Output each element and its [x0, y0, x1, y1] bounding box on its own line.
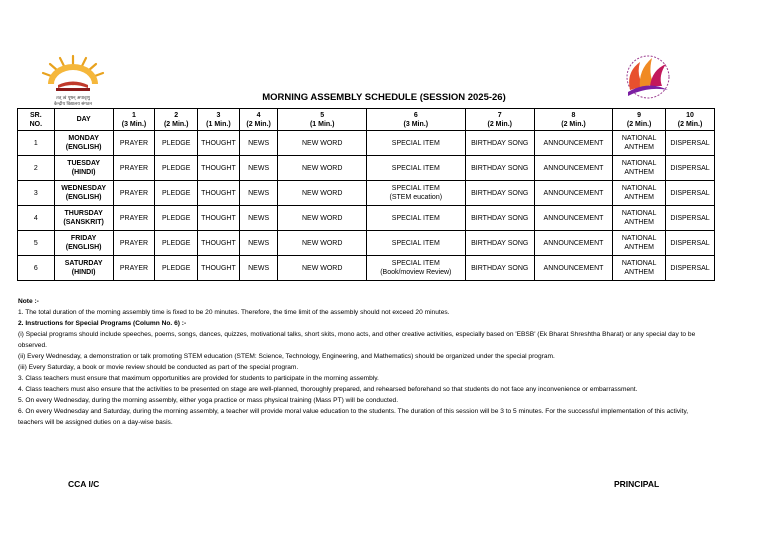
- table-cell: PRAYER: [113, 206, 155, 231]
- table-cell: PLEDGE: [155, 181, 198, 206]
- table-cell: THOUGHT: [198, 256, 240, 281]
- table-row: [18, 131, 715, 156]
- signature-cca-ic: CCA I/C: [68, 479, 100, 489]
- table-cell: PRAYER: [113, 156, 155, 181]
- col-header: SR. NO.: [18, 109, 55, 131]
- table-cell: SPECIAL ITEM: [366, 131, 465, 156]
- table-cell: NEW WORD: [278, 156, 367, 181]
- table-cell: ANNOUNCEMENT: [534, 131, 612, 156]
- table-cell: NATIONAL ANTHEM: [613, 206, 666, 231]
- table-cell: NEW WORD: [278, 181, 367, 206]
- table-cell: ANNOUNCEMENT: [534, 156, 612, 181]
- col-header: 1 (3 Min.): [113, 109, 155, 131]
- note-2-iii: (iii) Every Saturday, a book or movie review should be conducted as part of the special program.: [18, 364, 299, 371]
- table-cell: 6: [18, 256, 55, 281]
- schedule-title: MORNING ASSEMBLY SCHEDULE (SESSION 2025-26): [262, 92, 506, 103]
- table-cell: BIRTHDAY SONG: [465, 156, 534, 181]
- table-cell: 2: [18, 156, 55, 181]
- table-cell: ANNOUNCEMENT: [534, 231, 612, 256]
- col-header: 3 (1 Min.): [198, 109, 240, 131]
- col-header: 6 (3 Min.): [366, 109, 465, 131]
- table-cell: PLEDGE: [155, 206, 198, 231]
- table-row: [18, 231, 715, 256]
- table-cell: NEW WORD: [278, 206, 367, 231]
- table-row: [18, 181, 715, 206]
- table-cell: DISPERSAL: [666, 256, 715, 281]
- col-header: DAY: [54, 109, 113, 131]
- col-header: 7 (2 Min.): [465, 109, 534, 131]
- table-cell: NEWS: [239, 206, 278, 231]
- table-cell: NEW WORD: [278, 131, 367, 156]
- table-cell: SPECIAL ITEM: [366, 231, 465, 256]
- table-cell: PRAYER: [113, 231, 155, 256]
- signature-principal: PRINCIPAL: [614, 479, 660, 489]
- table-cell: SATURDAY (HINDI): [54, 256, 113, 281]
- table-row: [18, 256, 715, 281]
- table-cell: MONDAY (ENGLISH): [54, 131, 113, 156]
- table-cell: DISPERSAL: [666, 181, 715, 206]
- table-cell: NEW WORD: [278, 256, 367, 281]
- table-cell: NATIONAL ANTHEM: [613, 231, 666, 256]
- table-cell: BIRTHDAY SONG: [465, 206, 534, 231]
- col-header: 4 (2 Min.): [239, 109, 278, 131]
- table-cell: THOUGHT: [198, 131, 240, 156]
- table-cell: SPECIAL ITEM: [366, 206, 465, 231]
- table-cell: NATIONAL ANTHEM: [613, 256, 666, 281]
- notes-heading: Note :-: [18, 298, 39, 305]
- table-cell: BIRTHDAY SONG: [465, 231, 534, 256]
- assembly-schedule-table: [17, 108, 715, 281]
- col-header: 9 (2 Min.): [613, 109, 666, 131]
- notes-section: [18, 296, 708, 428]
- col-header: 8 (2 Min.): [534, 109, 612, 131]
- table-cell: PRAYER: [113, 181, 155, 206]
- table-cell: THOUGHT: [198, 206, 240, 231]
- table-cell: DISPERSAL: [666, 206, 715, 231]
- table-cell: WEDNESDAY (ENGLISH): [54, 181, 113, 206]
- table-row: [18, 206, 715, 231]
- kvs-logo-caption-1: तत् त्वं पूषन् अपावृणु: [56, 96, 90, 101]
- table-cell: NATIONAL ANTHEM: [613, 131, 666, 156]
- table-cell: SPECIAL ITEM (STEM eucation): [366, 181, 465, 206]
- table-cell: 3: [18, 181, 55, 206]
- table-cell: FRIDAY (ENGLISH): [54, 231, 113, 256]
- kvs-logo-caption-2: केन्द्रीय विद्यालय संगठन: [54, 102, 92, 107]
- table-cell: PLEDGE: [155, 156, 198, 181]
- table-cell: ANNOUNCEMENT: [534, 256, 612, 281]
- table-cell: PLEDGE: [155, 231, 198, 256]
- table-cell: NEWS: [239, 256, 278, 281]
- table-cell: THOUGHT: [198, 231, 240, 256]
- table-cell: 4: [18, 206, 55, 231]
- table-cell: PLEDGE: [155, 131, 198, 156]
- table-cell: NEWS: [239, 181, 278, 206]
- note-6: 6. On every Wednesday and Saturday, during the morning assembly, a teacher will provide moral value education to the students. The duration of this session will be 3 to 5 minutes. For the successful implementation of this activity, teachers will be assigned duties on a day-wise basis.: [18, 408, 689, 426]
- table-cell: NEWS: [239, 156, 278, 181]
- table-cell: DISPERSAL: [666, 231, 715, 256]
- table-cell: PRAYER: [113, 131, 155, 156]
- note-1: 1. The total duration of the morning assembly time is fixed to be 20 minutes. Therefore, the time limit of the assembly should not exceed 20 minutes.: [18, 309, 450, 316]
- table-cell: ANNOUNCEMENT: [534, 206, 612, 231]
- table-cell: THOUGHT: [198, 156, 240, 181]
- table-cell: BIRTHDAY SONG: [465, 131, 534, 156]
- col-header: 10 (2 Min.): [666, 109, 715, 131]
- note-4: 4. Class teachers must also ensure that the activities to be presented on stage are well-planned, thoroughly prepared, and rehearsed beforehand so that students do not face any inconvenience or embarrassment.: [18, 386, 638, 393]
- table-cell: 1: [18, 131, 55, 156]
- table-cell: NEWS: [239, 231, 278, 256]
- note-2: 2. Instructions for Special Programs (Column No. 6) :-: [18, 320, 187, 327]
- table-cell: 5: [18, 231, 55, 256]
- note-3: 3. Class teachers must ensure that maximum opportunities are provided for students to participate in the morning assembly.: [18, 375, 379, 382]
- table-cell: TUESDAY (HINDI): [54, 156, 113, 181]
- table-cell: NEW WORD: [278, 231, 367, 256]
- header-row: [18, 109, 715, 131]
- table-cell: NATIONAL ANTHEM: [613, 156, 666, 181]
- table-cell: SPECIAL ITEM: [366, 156, 465, 181]
- table-cell: PLEDGE: [155, 256, 198, 281]
- table-row: [18, 156, 715, 181]
- col-header: 5 (1 Min.): [278, 109, 367, 131]
- table-cell: BIRTHDAY SONG: [465, 181, 534, 206]
- table-cell: PRAYER: [113, 256, 155, 281]
- table-cell: BIRTHDAY SONG: [465, 256, 534, 281]
- table-cell: DISPERSAL: [666, 131, 715, 156]
- note-2-i: (i) Special programs should include speeches, poems, songs, dances, quizzes, motivational talks, short skits, mono acts, and other creative activities, especially based on 'EBSB' (Ek Bharat Shreshtha Bharat) or any special day to be observed.: [18, 331, 696, 349]
- note-2-ii: (ii) Every Wednesday, a demonstration or talk promoting STEM education (STEM: Science, Technology, Engineering, and Mathematics) should be organized under the special program.: [18, 353, 555, 360]
- table-cell: THURSDAY (SANSKRIT): [54, 206, 113, 231]
- table-cell: DISPERSAL: [666, 156, 715, 181]
- table-cell: NATIONAL ANTHEM: [613, 181, 666, 206]
- col-header: 2 (2 Min.): [155, 109, 198, 131]
- table-cell: ANNOUNCEMENT: [534, 181, 612, 206]
- table-cell: NEWS: [239, 131, 278, 156]
- table-cell: SPECIAL ITEM (Book/moview Review): [366, 256, 465, 281]
- note-5: 5. On every Wednesday, during the morning assembly, either yoga practice or mass physical training (Mass PT) will be conducted.: [18, 397, 399, 404]
- table-cell: THOUGHT: [198, 181, 240, 206]
